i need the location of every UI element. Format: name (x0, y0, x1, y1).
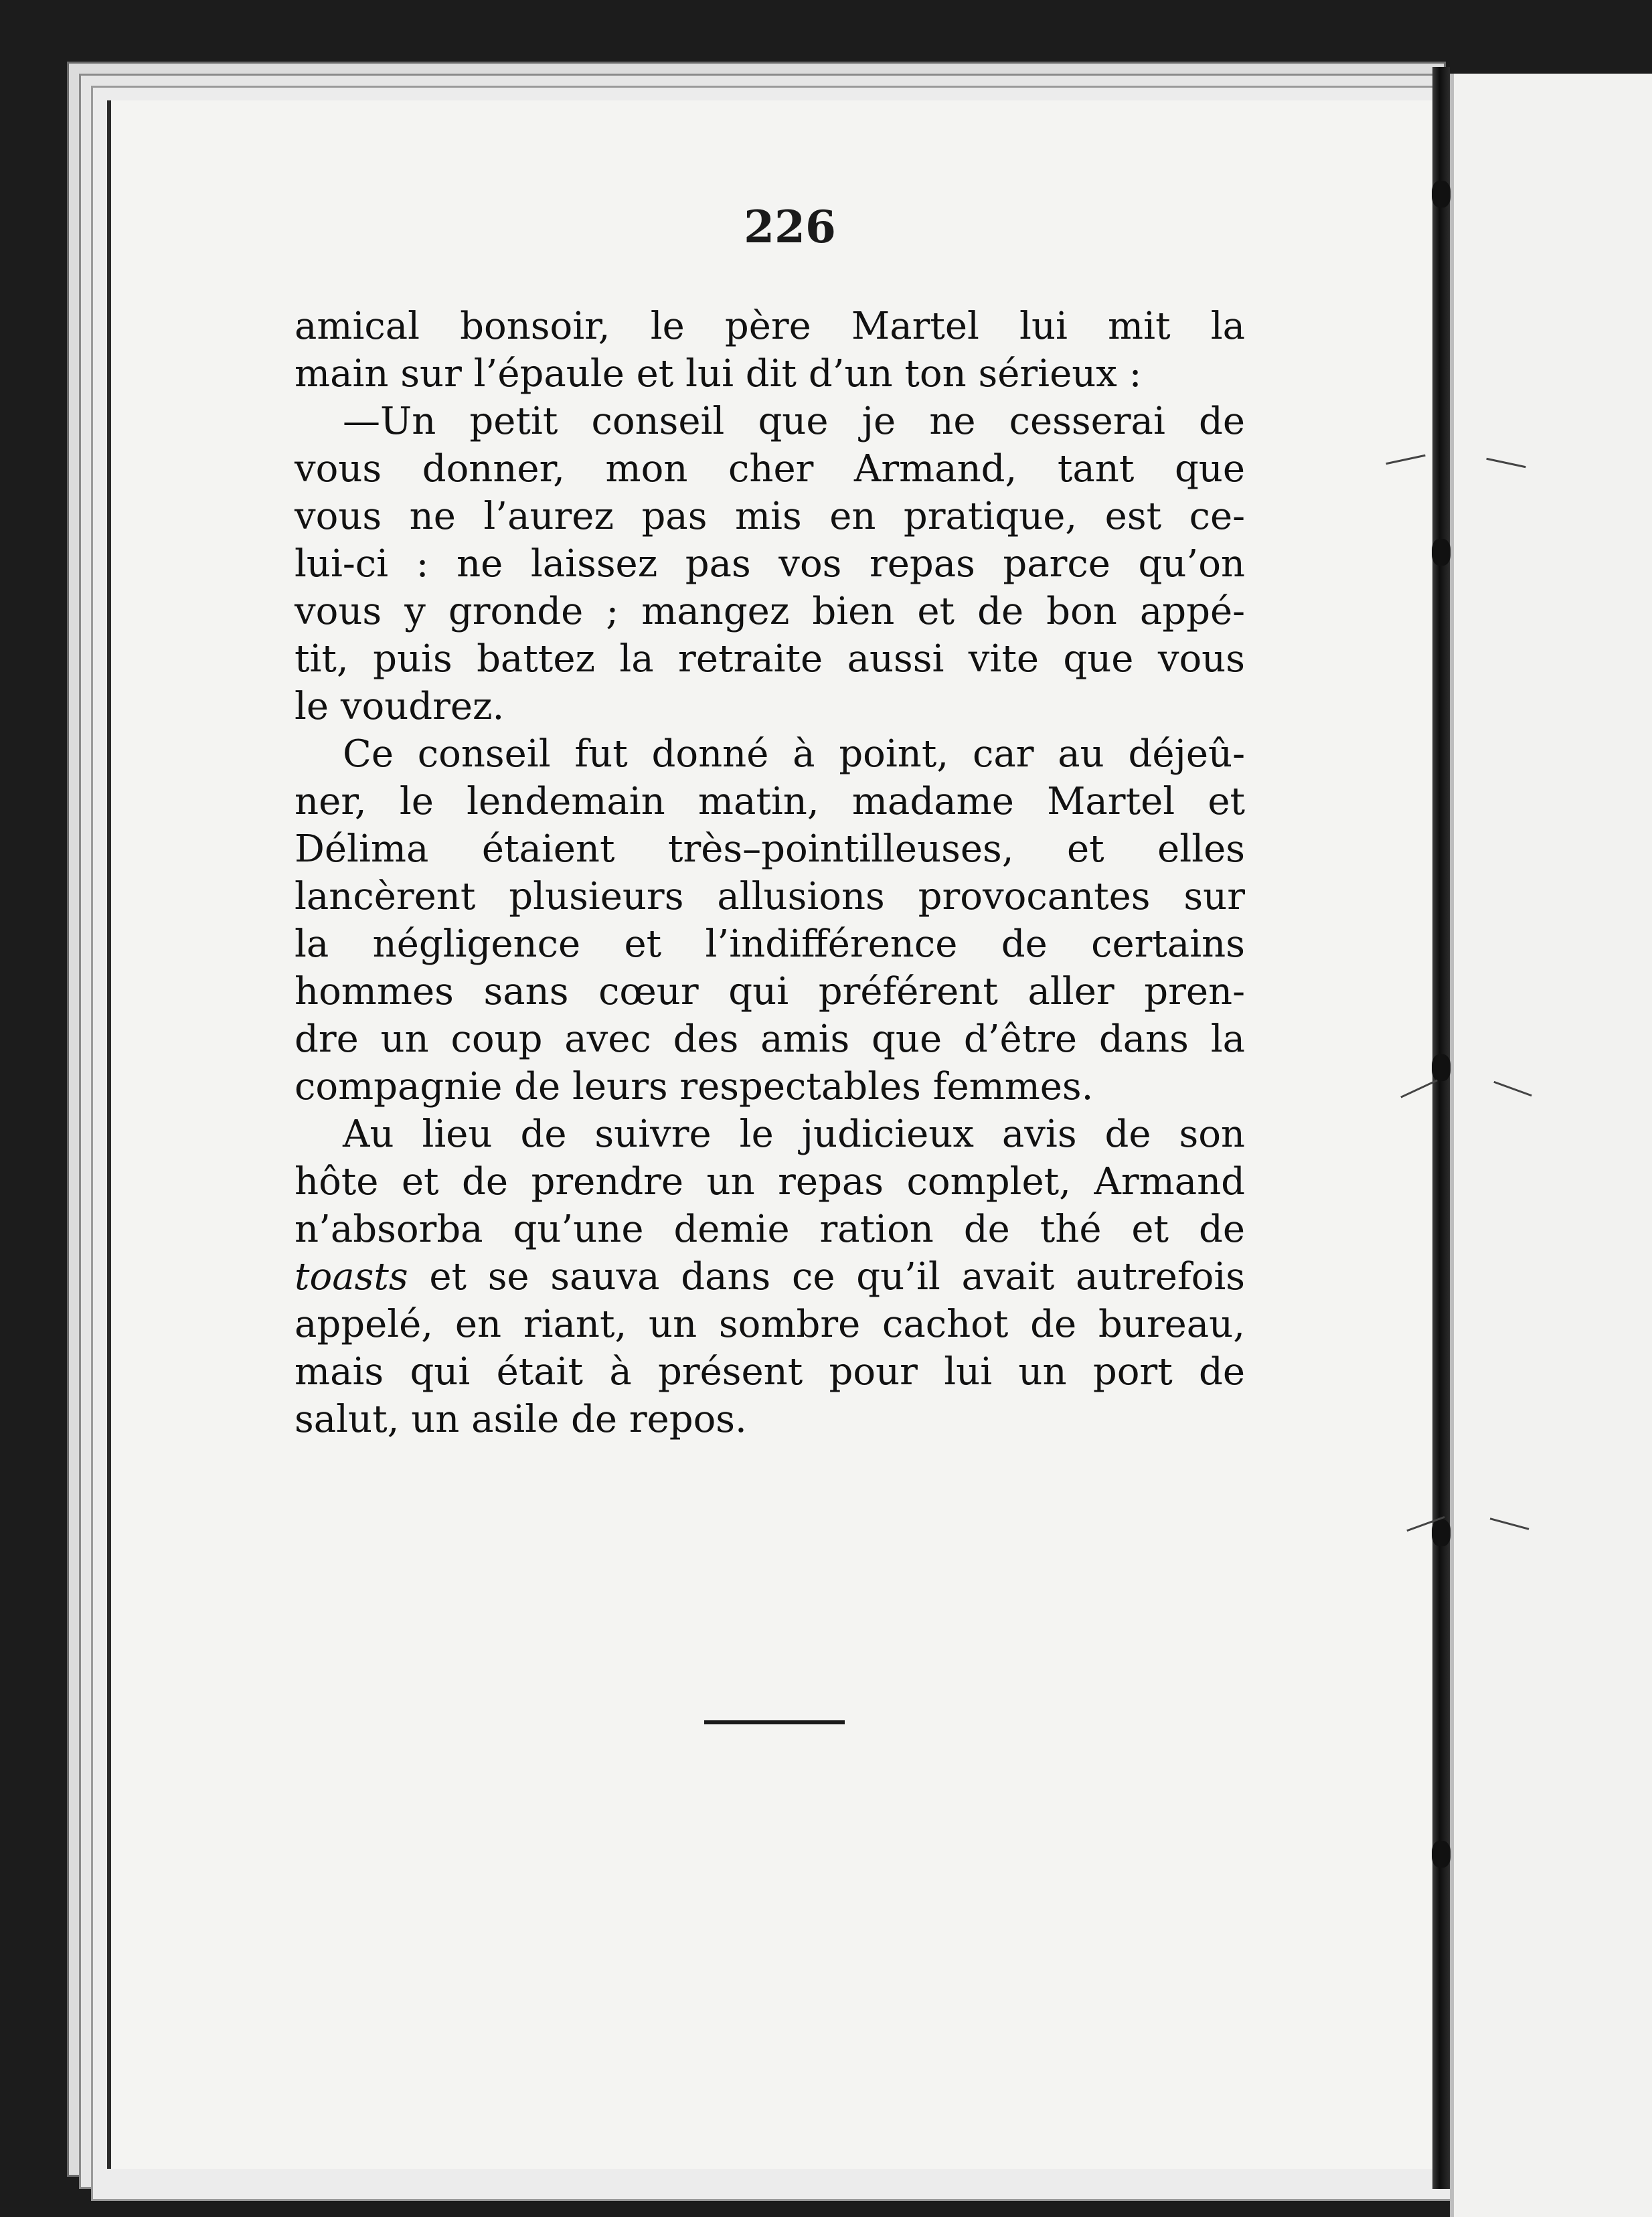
text-line: Au lieu de suivre le judicieux avis de son (343, 1113, 1245, 1156)
text-line: le voudrez. (295, 685, 505, 728)
text-line: dre un coup avec des amis que d’être dans la (295, 1017, 1245, 1061)
text-line: ner, le lendemain matin, madame Martel et (295, 780, 1245, 823)
text-line (295, 1253, 1245, 1301)
page-number: 226 (744, 201, 836, 253)
text-line: appelé, en riant, un sombre cachot de bureau, (295, 1303, 1245, 1346)
body-text (295, 303, 1245, 1443)
text-line: la négligence et l’indifférence de certains (295, 922, 1245, 966)
text-line: vous donner, mon cher Armand, tant que (295, 447, 1245, 491)
binding-stitch (1432, 181, 1451, 208)
text-line: Ce conseil fut donné à point, car au déjeû- (343, 732, 1245, 776)
text-line: vous y gronde ; mangez bien et de bon appé- (295, 590, 1245, 633)
chapter-end-rule (704, 1720, 845, 1724)
text-line: amical bonsoir, le père Martel lui mit la (295, 305, 1245, 348)
text-line: mais qui était à présent pour lui un port de (295, 1350, 1245, 1394)
facing-page (1450, 74, 1652, 2217)
binding-stitch (1432, 1054, 1451, 1081)
text-line: lui-ci : ne laissez pas vos repas parce qu’on (295, 542, 1245, 586)
text-line: Délima étaient très–pointilleuses, et elles (295, 827, 1245, 871)
facing-page-edge (1450, 74, 1454, 2217)
text-line: n’absorba qu’une demie ration de thé et de (295, 1208, 1245, 1251)
text-line: hommes sans cœur qui préférent aller pren- (295, 970, 1245, 1013)
binding-stitch (1432, 1841, 1451, 1868)
text-line: salut, un asile de repos. (295, 1398, 747, 1441)
text-line: compagnie de leurs respectables femmes. (295, 1065, 1094, 1108)
italic-word: toasts (295, 1255, 408, 1299)
binding-stitch (1432, 1520, 1451, 1546)
text-line: lancèrent plusieurs allusions provocantes sur (295, 875, 1245, 918)
book-binding (1432, 67, 1450, 2189)
text-line: main sur l’épaule et lui dit d’un ton sérieux : (295, 352, 1142, 396)
text-line: tit, puis battez la retraite aussi vite que vous (295, 637, 1245, 681)
text-line: —Un petit conseil que je ne cesserai de (343, 400, 1245, 443)
binding-stitch (1432, 539, 1451, 566)
text-line-rest: et se sauva dans ce qu’il avait autrefois (408, 1255, 1245, 1299)
text-line: vous ne l’aurez pas mis en pratique, est ce- (295, 495, 1245, 538)
text-line: hôte et de prendre un repas complet, Armand (295, 1160, 1245, 1204)
